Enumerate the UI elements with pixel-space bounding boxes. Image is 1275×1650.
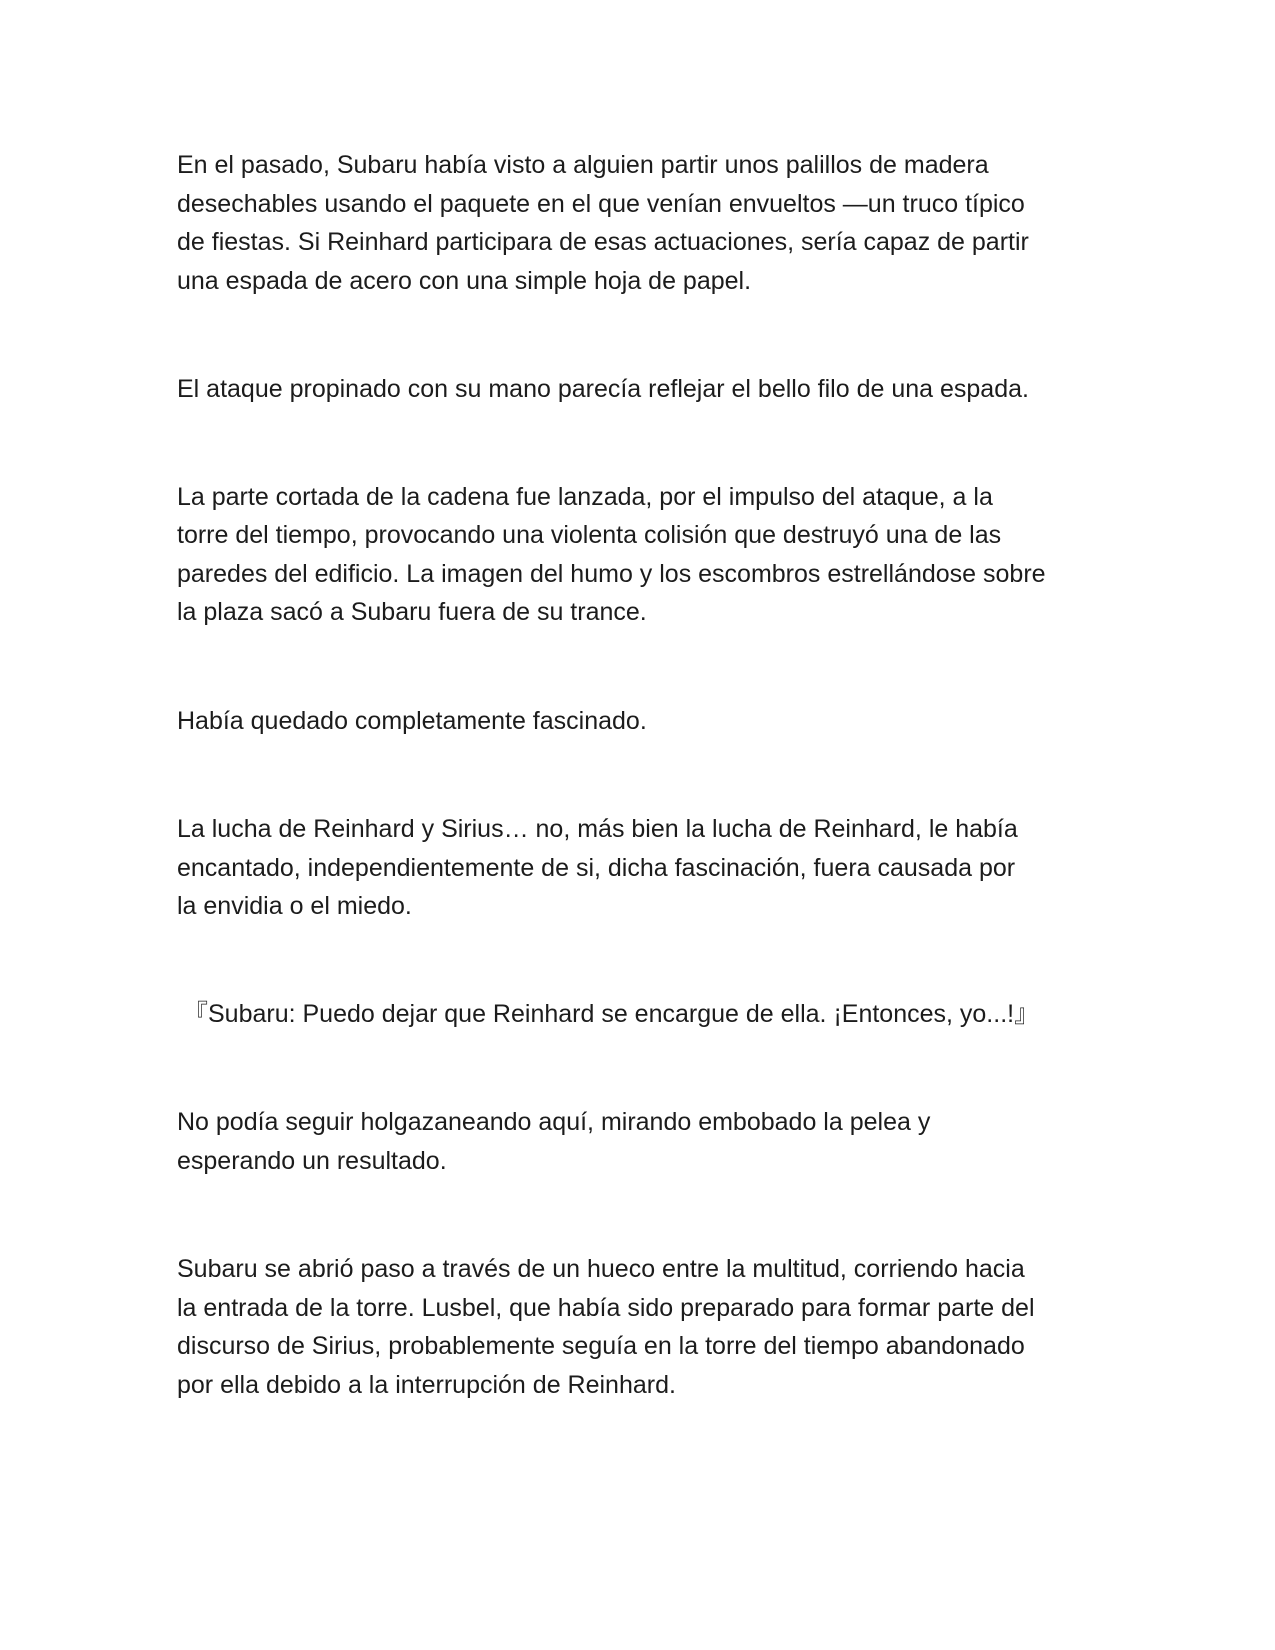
paragraph-3 [177, 478, 1107, 632]
text-line: la envidia o el miedo. [177, 892, 412, 920]
text-line: Subaru se abrió paso a través de un hueco entre la multitud, corriendo hacia [177, 1255, 1025, 1283]
text-line: discurso de Sirius, probablemente seguía en la torre del tiempo abandonado [177, 1332, 1025, 1360]
paragraph-1 [177, 146, 1107, 300]
text-line: desechables usando el paquete en el que venían envueltos —un truco típico [177, 189, 1025, 218]
text-line: La lucha de Reinhard y Sirius… no, más bien la lucha de Reinhard, le había [177, 815, 1018, 843]
document-body [177, 146, 1107, 1404]
dialogue-line [177, 995, 1107, 1034]
paragraph-5 [177, 810, 1107, 926]
text-line: 『Subaru: Puedo dejar que Reinhard se encargue de ella. ¡Entonces, yo...!』 [183, 999, 1040, 1028]
text-line: No podía seguir holgazaneando aquí, mirando embobado la pelea y [177, 1108, 931, 1136]
text-line: El ataque propinado con su mano parecía reflejar el bello filo de una espada. [177, 375, 1029, 403]
text-line: encantado, independientemente de si, dicha fascinación, fuera causada por [177, 853, 1016, 882]
text-line: paredes del edificio. La imagen del humo y los escombros estrellándose sobre [177, 559, 1046, 588]
text-line: la entrada de la torre. Lusbel, que había sido preparado para formar parte del [177, 1293, 1035, 1322]
text-line: de fiestas. Si Reinhard participara de esas actuaciones, sería capaz de partir [177, 228, 1029, 256]
text-line: Había quedado completamente fascinado. [177, 706, 647, 735]
paragraph-7 [177, 1103, 1107, 1180]
paragraph-2 [177, 370, 1107, 409]
text-line: por ella debido a la interrupción de Reinhard. [177, 1370, 676, 1399]
text-line: una espada de acero con una simple hoja de papel. [177, 266, 752, 295]
paragraph-4 [177, 702, 1107, 741]
text-line: la plaza sacó a Subaru fuera de su trance. [177, 598, 647, 626]
text-line: En el pasado, Subaru había visto a alguien partir unos palillos de madera [177, 151, 989, 179]
text-line: torre del tiempo, provocando una violenta colisión que destruyó una de las [177, 521, 1002, 549]
text-line: esperando un resultado. [177, 1146, 447, 1175]
text-line: La parte cortada de la cadena fue lanzada, por el impulso del ataque, a la [177, 482, 993, 511]
paragraph-8 [177, 1250, 1107, 1404]
